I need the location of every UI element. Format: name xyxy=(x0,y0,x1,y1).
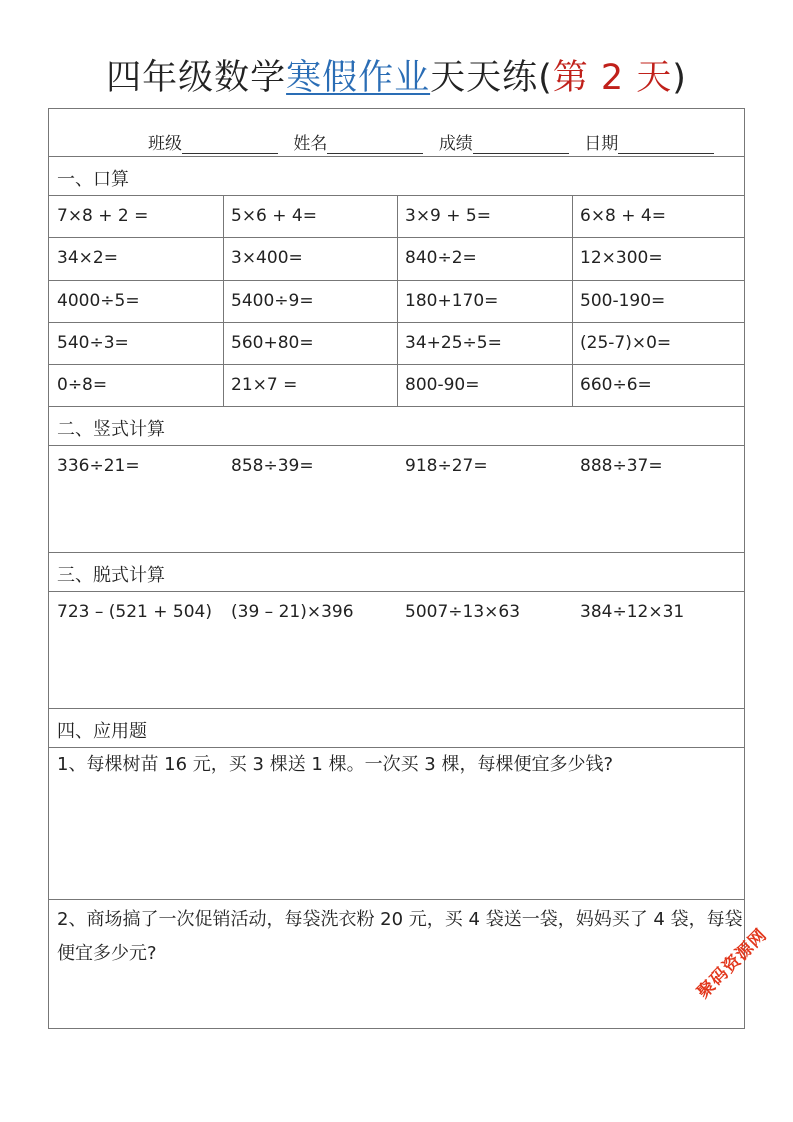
date-field[interactable] xyxy=(618,135,714,154)
oral-item: 34+25÷5= xyxy=(405,333,502,353)
vertical-calc-item: 858÷39= xyxy=(231,456,314,476)
oral-item: 180+170= xyxy=(405,291,499,311)
section3-heading-row xyxy=(49,552,744,591)
oral-item: 800-90= xyxy=(405,375,480,395)
oral-item: 3×9 + 5= xyxy=(405,206,491,226)
oral-item: 6×8 + 4= xyxy=(580,206,666,226)
info-line xyxy=(148,129,714,154)
oral-item: 5400÷9= xyxy=(231,291,314,311)
table-row xyxy=(49,237,744,280)
section1-heading-row xyxy=(49,156,744,195)
name-label: 姓名 xyxy=(293,134,328,154)
oral-item: 5×6 + 4= xyxy=(231,206,317,226)
date-label: 日期 xyxy=(584,134,619,154)
oral-item: 12×300= xyxy=(580,248,663,268)
oral-item: 840÷2= xyxy=(405,248,477,268)
watermark: 聚码资源网 xyxy=(693,924,772,1003)
vertical-calc-item: 918÷27= xyxy=(405,456,488,476)
stepwise-calc-item: 723 – (521 + 504) xyxy=(57,602,212,622)
oral-item: 0÷8= xyxy=(57,375,108,395)
vertical-calc-item: 336÷21= xyxy=(57,456,140,476)
section3-heading: 三、脱式计算 xyxy=(57,565,165,586)
oral-item: 7×8 + 2 = xyxy=(57,206,149,226)
title-part-3: 天天练( xyxy=(430,58,553,98)
oral-item: 560+80= xyxy=(231,333,314,353)
table-row xyxy=(49,364,744,406)
oral-item: 3×400= xyxy=(231,248,303,268)
section1-heading: 一、口算 xyxy=(57,169,129,190)
score-field[interactable] xyxy=(473,135,569,154)
oral-item: 21×7 = xyxy=(231,375,298,395)
worksheet xyxy=(48,108,745,1029)
table-row xyxy=(49,322,744,364)
title-part-4: 第 2 天 xyxy=(552,58,673,98)
section3-body xyxy=(49,591,744,708)
table-row xyxy=(49,280,744,322)
name-field[interactable] xyxy=(327,135,423,154)
oral-item: 4000÷5= xyxy=(57,291,140,311)
info-row xyxy=(49,109,744,156)
table-row xyxy=(49,195,744,237)
stepwise-calc-item: 384÷12×31 xyxy=(580,602,685,622)
section4-heading: 四、应用题 xyxy=(57,721,147,742)
class-field[interactable] xyxy=(182,135,278,154)
oral-item: (25-7)×0= xyxy=(580,333,672,353)
page-title xyxy=(0,50,793,100)
class-label: 班级 xyxy=(148,134,182,154)
title-part-2: 寒假作业 xyxy=(286,58,431,98)
section4-question-2 xyxy=(49,899,744,1028)
stepwise-calc-item: (39 – 21)×396 xyxy=(231,602,354,622)
oral-item: 540÷3= xyxy=(57,333,129,353)
oral-item: 34×2= xyxy=(57,248,118,268)
title-part-1: 四年级数学 xyxy=(106,58,287,98)
score-label: 成绩 xyxy=(438,134,473,154)
word-problem-1: 1、每棵树苗 16 元，买 3 棵送 1 棵。一次买 3 棵，每棵便宜多少钱? xyxy=(57,754,614,775)
section4-question-1 xyxy=(49,747,744,899)
vertical-calc-item: 888÷37= xyxy=(580,456,663,476)
word-problem-2: 2、商场搞了一次促销活动，每袋洗衣粉 20 元，买 4 袋送一袋，妈妈买了 4 袋，每袋便宜多少元? xyxy=(57,909,743,964)
title-part-5: ) xyxy=(672,58,687,98)
section2-body xyxy=(49,445,744,552)
section4-heading-row xyxy=(49,708,744,747)
oral-item: 660÷6= xyxy=(580,375,652,395)
section2-heading-row xyxy=(49,406,744,445)
stepwise-calc-item: 5007÷13×63 xyxy=(405,602,521,622)
section2-heading: 二、竖式计算 xyxy=(57,419,165,440)
oral-item: 500-190= xyxy=(580,291,666,311)
